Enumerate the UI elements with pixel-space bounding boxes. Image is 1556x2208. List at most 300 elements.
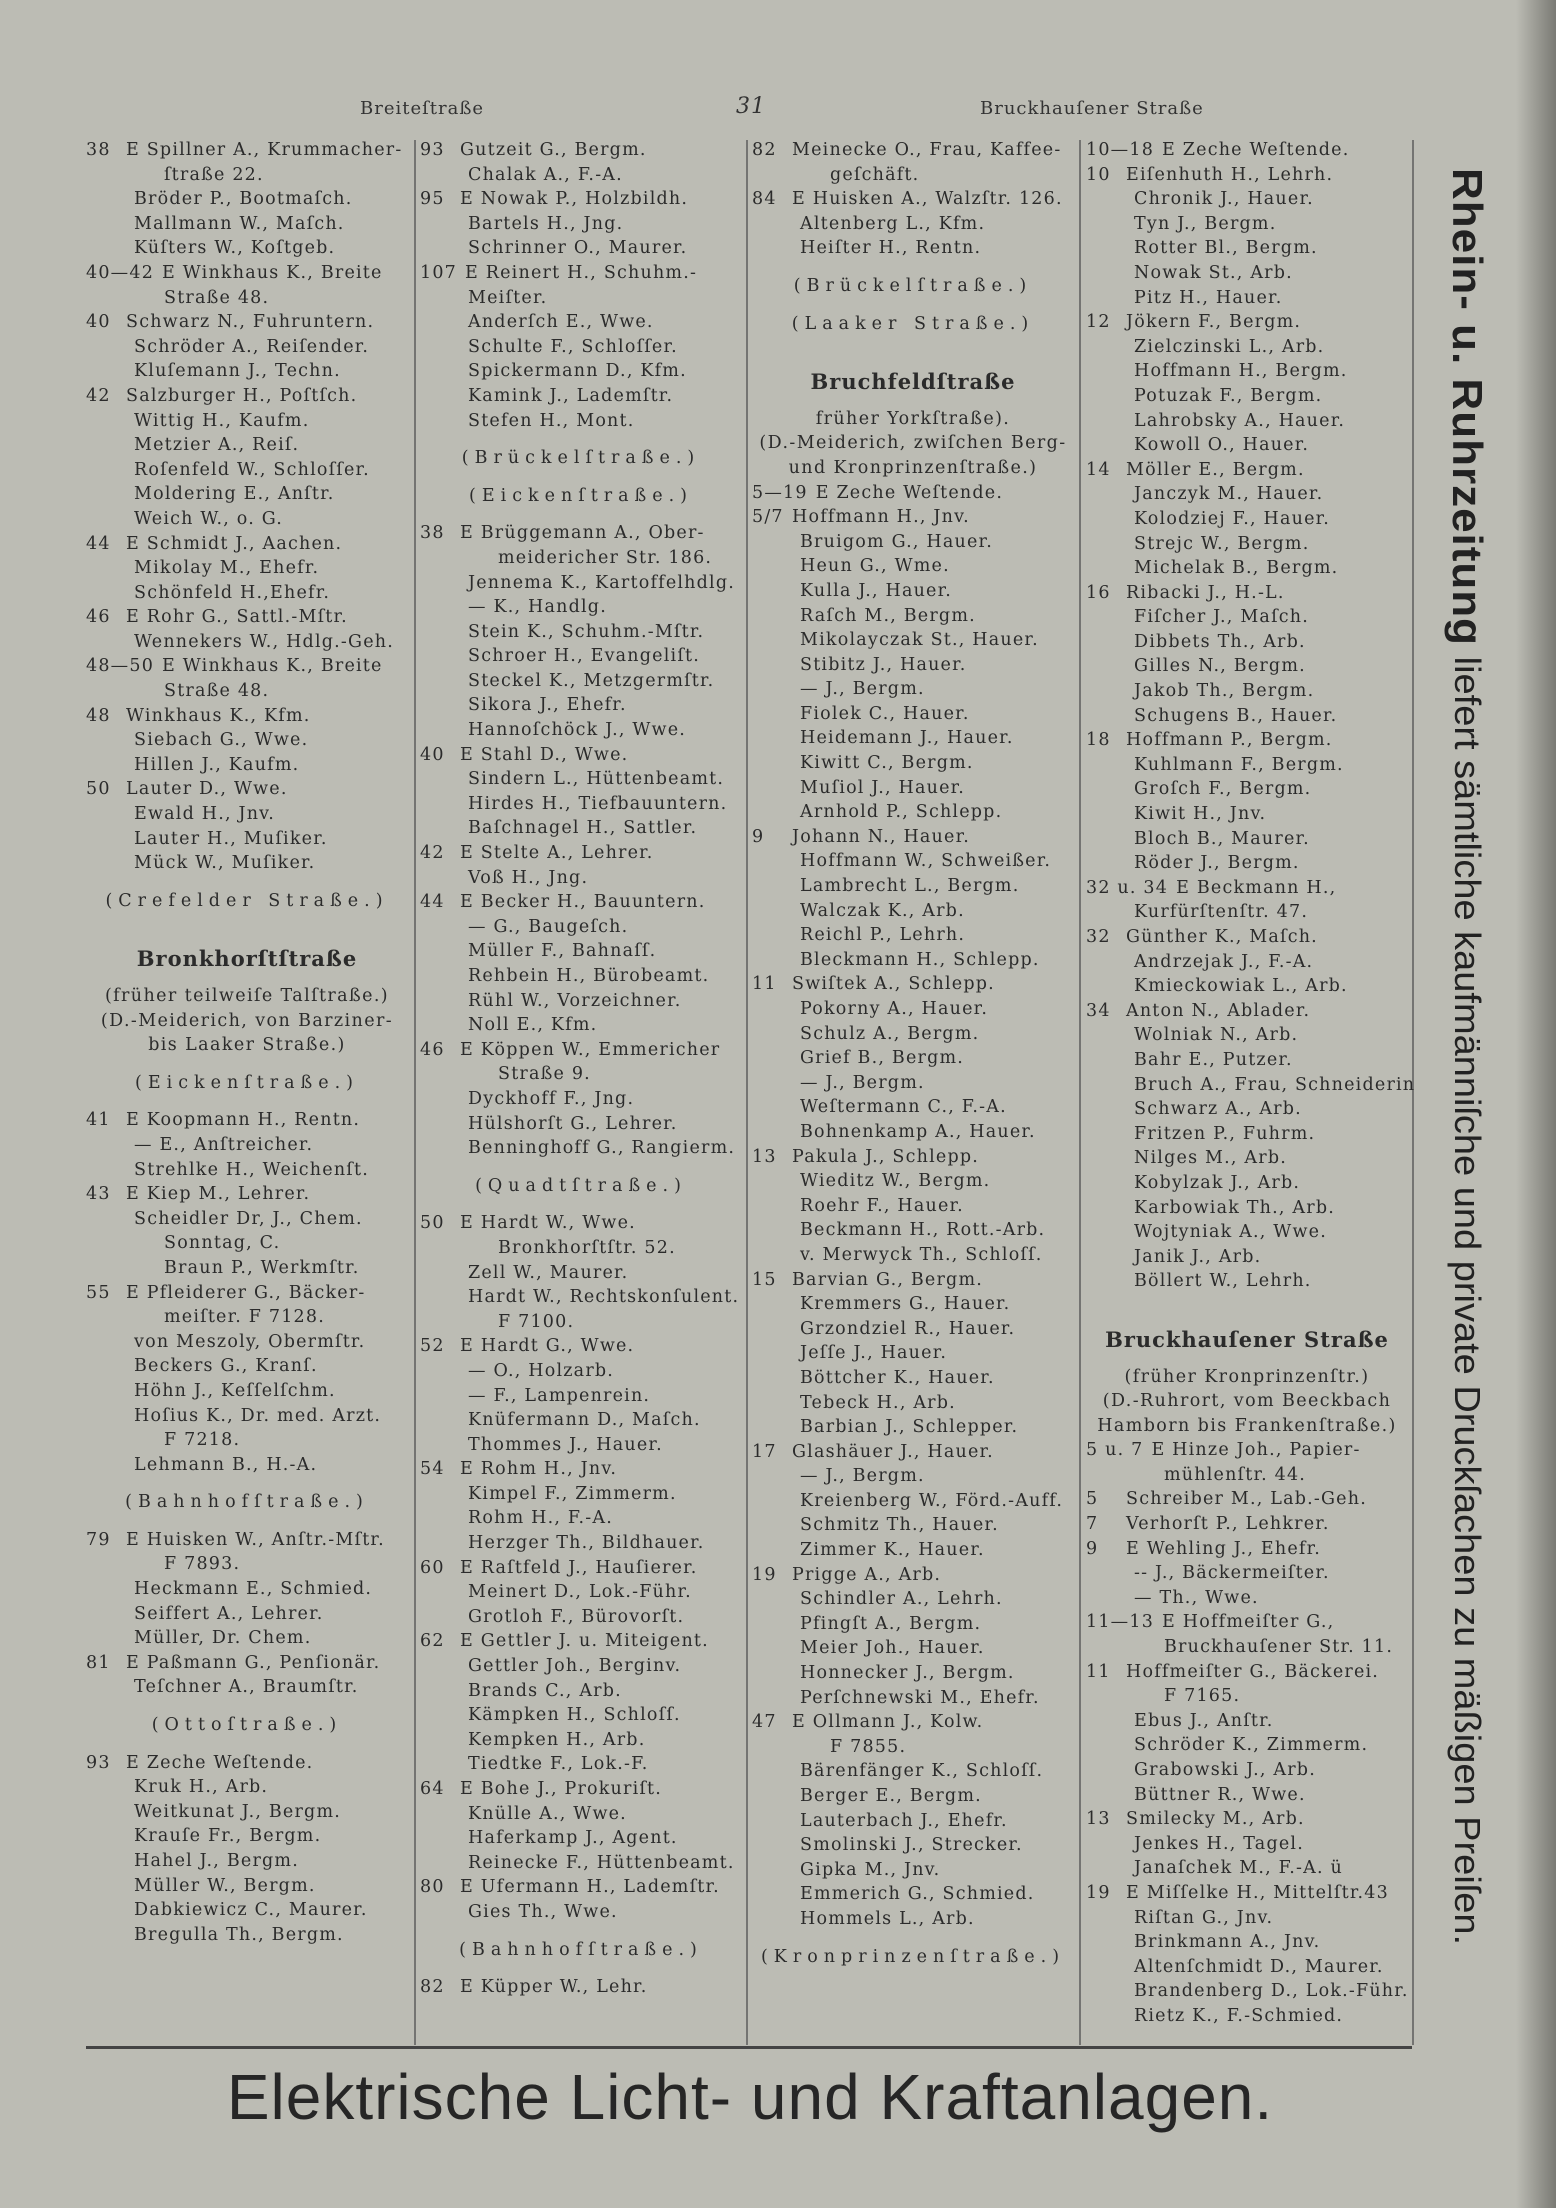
entry-text: (D.-Ruhrort, vom Beeckbach <box>1102 1391 1392 1412</box>
entry-text: E Zeche Weſtende. <box>126 1752 314 1773</box>
resident-entry <box>86 851 408 876</box>
entry-text: meidericher Str. 186. <box>498 547 713 568</box>
entry-text: Rotter Bl., Bergm. <box>1134 238 1318 259</box>
address-entry <box>1086 999 1408 1024</box>
entry-continuation <box>420 1310 742 1335</box>
resident-entry <box>1086 827 1408 852</box>
entry-text: Müller, Dr. Chem. <box>134 1628 312 1649</box>
entry-text: E Paßmann G., Penſionär. <box>126 1652 381 1673</box>
resident-entry <box>752 1809 1074 1834</box>
entry-text: Meinecke O., Frau, Kaffee- <box>792 140 1062 160</box>
resident-entry <box>752 1046 1074 1071</box>
entry-text: Bruchfeldſtraße <box>810 369 1016 395</box>
directory-column-3 <box>752 138 1074 1982</box>
entry-text: Ebus J., Anſtr. <box>1134 1710 1274 1731</box>
resident-entry <box>420 792 742 817</box>
entry-text: Jeſſe J., Hauer. <box>800 1343 948 1364</box>
entry-text: Jökern F., Bergm. <box>1126 312 1302 333</box>
entry-text: Winkhaus K., Kfm. <box>126 705 311 726</box>
resident-entry <box>1086 1269 1408 1294</box>
house-number: 38 <box>86 140 111 160</box>
entry-text: Lambrecht L., Bergm. <box>800 876 1020 897</box>
resident-entry <box>420 1087 742 1112</box>
address-entry <box>86 1108 408 1133</box>
address-entry <box>420 521 742 546</box>
resident-entry <box>752 1415 1074 1440</box>
resident-entry <box>752 677 1074 702</box>
side-ad-title: Rhein- u. Ruhrzeitung <box>1443 168 1491 647</box>
resident-entry <box>1086 261 1408 286</box>
entry-text: Barvian G., Bergm. <box>792 1269 983 1290</box>
entry-text: Walczak K., Arb. <box>800 900 965 921</box>
resident-entry <box>420 409 742 434</box>
entry-text: Meier Joh., Hauer. <box>800 1638 985 1659</box>
entry-text: Schrinner O., Maurer. <box>468 238 688 259</box>
resident-entry <box>420 384 742 409</box>
address-entry <box>1086 1438 1408 1463</box>
resident-entry <box>752 1366 1074 1391</box>
entry-text: Grief B., Bergm. <box>800 1048 965 1069</box>
entry-text: E Brüggemann A., Ober- <box>460 523 705 544</box>
entry-text: Haferkamp J., Agent. <box>468 1828 678 1849</box>
entry-text: v. Merwyck Th., Schloſſ. <box>800 1244 1043 1265</box>
entry-text: meiſter. F 7128. <box>164 1307 325 1328</box>
resident-entry <box>752 1636 1074 1661</box>
resident-entry <box>752 1464 1074 1489</box>
address-entry <box>1086 138 1408 163</box>
resident-entry <box>752 702 1074 727</box>
entry-text: E Küpper W., Lehr. <box>460 1977 648 1998</box>
address-entry <box>420 890 742 915</box>
resident-entry <box>86 1453 408 1478</box>
cross-street-marker <box>752 274 1074 299</box>
resident-entry <box>1086 605 1408 630</box>
resident-entry <box>420 1359 742 1384</box>
entry-text: Straße 48. <box>164 287 270 308</box>
entry-text: Sikora J., Ehefr. <box>468 695 627 716</box>
entry-text: früher Yorkſtraße). <box>815 408 1011 429</box>
entry-text: Spickermann D., Kfm. <box>468 361 687 382</box>
entry-text: Janaſchek M., F.-A. ü <box>1134 1858 1343 1879</box>
entry-text: (früher teilweiſe Talſtraße.) <box>104 986 390 1006</box>
entry-text: Nilges M., Arb. <box>1134 1148 1287 1169</box>
address-entry <box>86 138 408 163</box>
resident-entry <box>752 849 1074 874</box>
entry-text: Schwarz N., Fuhruntern. <box>126 312 375 333</box>
entry-text: Schwarz A., Arb. <box>1134 1099 1302 1120</box>
cross-street-marker <box>86 889 408 914</box>
entry-text: (D.-Meiderich, zwiſchen Berg- <box>759 433 1067 454</box>
resident-entry <box>420 1851 742 1876</box>
entry-continuation <box>752 1735 1074 1760</box>
entry-text: Altenſchmidt D., Maurer. <box>1134 1956 1384 1977</box>
resident-entry <box>752 1243 1074 1268</box>
address-entry <box>420 1629 742 1654</box>
entry-continuation <box>86 1231 408 1256</box>
street-note <box>1086 1389 1408 1414</box>
resident-entry <box>86 1824 408 1849</box>
resident-entry <box>420 669 742 694</box>
address-entry <box>752 1563 1074 1588</box>
entry-text: Johann N., Hauer. <box>792 826 970 847</box>
entry-text: E Hoffmeiſter G., <box>1162 1612 1335 1633</box>
address-entry <box>420 743 742 768</box>
entry-text: Herzger Th., Bildhauer. <box>468 1533 705 1554</box>
bottom-rule <box>86 2046 1412 2049</box>
house-number: 13 <box>752 1146 777 1167</box>
street-heading <box>1086 1328 1408 1353</box>
entry-text: Grabowski J., Arb. <box>1134 1760 1316 1780</box>
entry-text: Riſtan G., Jnv. <box>1134 1907 1274 1928</box>
resident-entry <box>1086 1073 1416 1098</box>
address-entry <box>752 972 1074 997</box>
house-number: 7 <box>1086 1514 1099 1535</box>
house-number: 52 <box>420 1336 445 1357</box>
entry-text: F 7893. <box>164 1554 241 1575</box>
street-note <box>86 1033 408 1058</box>
resident-entry <box>420 1013 742 1038</box>
entry-text: Rehbein H., Bürobeamt. <box>468 966 710 986</box>
house-number: 79 <box>86 1529 111 1550</box>
entry-text: Wieditz W., Bergm. <box>800 1171 991 1192</box>
entry-text: Büttner R., Wwe. <box>1134 1784 1306 1805</box>
resident-entry <box>420 816 742 841</box>
entry-text: Heiſter H., Rentn. <box>800 238 982 259</box>
entry-text: Roſenfeld W., Schloſſer. <box>134 459 370 480</box>
entry-text: Müller F., Bahnaſſ. <box>468 941 657 962</box>
entry-text: Altenberg L., Kfm. <box>800 213 986 234</box>
entry-text: Janczyk M., Hauer. <box>1134 484 1324 505</box>
resident-entry <box>420 1482 742 1507</box>
resident-entry <box>752 1218 1074 1243</box>
resident-entry <box>1086 1023 1408 1048</box>
entry-text: Grotloh F., Bürovorſt. <box>468 1606 685 1627</box>
resident-entry <box>1086 1856 1408 1881</box>
entry-text: Salzburger H., Poſtſch. <box>126 385 358 406</box>
address-entry <box>86 1281 408 1306</box>
entry-text: — G., Baugeſch. <box>468 916 629 937</box>
entry-text: Kimpel F., Zimmerm. <box>468 1483 677 1504</box>
address-entry <box>1086 163 1408 188</box>
entry-text: Strehlke H., Weichenſt. <box>134 1159 369 1180</box>
entry-text: (Bahnhofſtraße.) <box>459 1939 703 1960</box>
entry-text: E Winkhaus K., Breite <box>162 262 383 283</box>
resident-entry <box>86 335 408 360</box>
resident-entry <box>752 1686 1074 1711</box>
entry-text: Kruk H., Arb. <box>134 1777 269 1798</box>
house-number: 44 <box>86 533 111 554</box>
house-number: 16 <box>1086 582 1111 603</box>
entry-text: Hardt W., Rechtskonſulent. <box>468 1287 740 1308</box>
directory-column-4 <box>1086 138 1416 2029</box>
address-entry <box>420 261 742 286</box>
house-number: 84 <box>752 189 777 210</box>
resident-entry <box>86 802 408 827</box>
resident-entry <box>86 581 408 606</box>
address-entry <box>86 384 408 409</box>
house-number: 48—50 <box>86 656 155 677</box>
street-note <box>86 1009 408 1034</box>
entry-text: Reichl P., Lehrh. <box>800 925 966 946</box>
entry-text: — F., Lampenrein. <box>468 1385 651 1406</box>
house-number: 44 <box>420 892 445 913</box>
resident-entry <box>420 915 742 940</box>
resident-entry <box>420 1433 742 1458</box>
entry-text: Bruch A., Frau, Schneiderin <box>1134 1074 1416 1095</box>
house-number: 10 <box>1086 164 1111 185</box>
entry-text: Andrzejak J., F.-A. <box>1134 951 1314 972</box>
resident-entry <box>420 1580 742 1605</box>
address-entry <box>1086 728 1408 753</box>
address-entry <box>86 777 408 802</box>
entry-text: (Crefelder Straße.) <box>105 890 389 911</box>
entry-text: von Meszoly, Obermſtr. <box>134 1331 366 1352</box>
entry-text: Gettler Joh., Berginv. <box>468 1656 682 1677</box>
resident-entry <box>752 948 1074 973</box>
resident-entry <box>752 997 1074 1022</box>
entry-text: Verhorſt P., Lehkrer. <box>1126 1514 1330 1535</box>
entry-text: E Hinze Joh., Papier- <box>1151 1440 1361 1461</box>
house-number: 40 <box>420 744 445 765</box>
resident-entry <box>86 1404 408 1429</box>
resident-entry <box>86 827 408 852</box>
resident-entry <box>1086 1220 1408 1245</box>
entry-text: Jennema K., Kartoffelhdlg. <box>468 572 736 593</box>
address-entry <box>1086 581 1408 606</box>
entry-text: Rohm H., F.-A. <box>468 1508 613 1529</box>
resident-entry <box>1086 433 1408 458</box>
cross-street-marker <box>420 1938 742 1963</box>
entry-text: E Ufermann H., Lademſtr. <box>460 1877 720 1898</box>
resident-entry <box>752 1759 1074 1784</box>
entry-text: Beckmann H., Rott.-Arb. <box>800 1220 1046 1241</box>
entry-text: Kuhlmann F., Bergm. <box>1134 754 1344 775</box>
resident-entry <box>752 554 1074 579</box>
address-entry <box>1086 1660 1408 1685</box>
entry-text: Gies Th., Wwe. <box>468 1901 618 1922</box>
resident-entry <box>752 1341 1074 1366</box>
entry-text: (Brückelſtraße.) <box>461 448 701 469</box>
resident-entry <box>420 1531 742 1556</box>
entry-text: Weſtermann C., F.-A. <box>800 1097 1007 1118</box>
resident-entry <box>86 1577 408 1602</box>
entry-text: E Huisken W., Anſtr.-Mſtr. <box>126 1529 385 1550</box>
entry-text: Scheidler Dr, J., Chem. <box>134 1208 363 1229</box>
entry-text: Schönfeld H.,Ehefr. <box>134 582 331 603</box>
entry-text: Heidemann J., Hauer. <box>800 728 1014 749</box>
entry-text: Bruckhauſener Straße <box>1105 1326 1389 1352</box>
house-number: 42 <box>420 843 445 864</box>
address-entry <box>86 1528 408 1553</box>
resident-entry <box>1086 384 1408 409</box>
resident-entry <box>420 310 742 335</box>
house-number: 54 <box>420 1459 445 1480</box>
resident-entry <box>420 989 742 1014</box>
entry-text: Tyn J., Bergm. <box>1134 213 1277 234</box>
resident-entry <box>1086 753 1408 778</box>
address-entry <box>420 138 742 163</box>
entry-text: Emmerich G., Schmied. <box>800 1884 1035 1905</box>
resident-entry <box>86 728 408 753</box>
entry-text: E Reinert H., Schuhm.- <box>465 262 698 283</box>
entry-text: Hoffmann W., Schweißer. <box>800 851 1052 872</box>
entry-text: Hoſius K., Dr. med. Arzt. <box>134 1405 382 1426</box>
resident-entry <box>420 1136 742 1161</box>
resident-entry <box>86 1354 408 1379</box>
address-entry <box>86 704 408 729</box>
resident-entry <box>752 236 1074 261</box>
entry-text: Bregulla Th., Bergm. <box>134 1924 344 1945</box>
resident-entry <box>420 1802 742 1827</box>
resident-entry <box>752 874 1074 899</box>
resident-entry <box>752 800 1074 825</box>
resident-entry <box>420 939 742 964</box>
entry-text: E Ollmann J., Kolw. <box>792 1712 984 1733</box>
resident-entry <box>752 1391 1074 1416</box>
entry-text: Rietz K., F.-Schmied. <box>1134 2005 1344 2026</box>
entry-text: Kämpken H., Schloſſ. <box>468 1705 681 1726</box>
resident-entry <box>1086 1586 1408 1611</box>
entry-text: Hoffmann H., Jnv. <box>792 507 970 528</box>
entry-text: Küſters W., Koſtgeb. <box>134 238 336 259</box>
entry-text: Krauſe Fr., Bergm. <box>134 1826 322 1847</box>
entry-text: E Beckmann H., <box>1176 877 1337 898</box>
entry-text: Lahrobsky A., Hauer. <box>1134 410 1346 431</box>
cross-street-marker <box>86 1490 408 1515</box>
resident-entry <box>752 628 1074 653</box>
resident-entry <box>420 767 742 792</box>
entry-text: Stibitz J., Hauer. <box>800 654 967 675</box>
entry-text: E Stahl D., Wwe. <box>460 744 629 765</box>
entry-text: Lauter H., Muſiker. <box>134 828 328 849</box>
entry-text: Bartels H., Jng. <box>468 213 624 234</box>
entry-text: Müller W., Bergm. <box>134 1875 316 1896</box>
resident-entry <box>420 1384 742 1409</box>
house-number: 34 <box>1086 1000 1111 1021</box>
house-number: 13 <box>1086 1809 1111 1830</box>
entry-text: Honnecker J., Bergm. <box>800 1663 1015 1684</box>
entry-continuation <box>86 679 408 704</box>
house-number: 11 <box>1086 1661 1111 1682</box>
resident-entry <box>86 359 408 384</box>
entry-text: Bruckhauſener Str. 11. <box>1164 1637 1394 1658</box>
resident-entry <box>86 630 408 655</box>
resident-entry <box>420 1826 742 1851</box>
entry-text: Weich W., o. G. <box>134 508 284 529</box>
entry-text: E Becker H., Bauuntern. <box>460 892 706 913</box>
entry-text: Hamborn bis Frankenſtraße.) <box>1097 1415 1397 1436</box>
entry-text: Kreienberg W., Förd.-Auff. <box>800 1490 1064 1511</box>
resident-entry <box>86 1800 408 1825</box>
address-entry <box>752 1710 1074 1735</box>
resident-entry <box>86 1675 408 1700</box>
address-entry <box>86 261 408 286</box>
address-entry <box>420 1038 742 1063</box>
resident-entry <box>1086 1146 1408 1171</box>
house-number: 9 <box>1086 1538 1099 1559</box>
resident-entry <box>86 409 408 434</box>
house-number: 43 <box>86 1184 111 1205</box>
resident-entry <box>86 433 408 458</box>
entry-text: Höhn J., Keſſelſchm. <box>134 1380 336 1401</box>
resident-entry <box>752 1513 1074 1538</box>
entry-text: Mikolay M., Ehefr. <box>134 558 320 579</box>
house-number: 46 <box>420 1039 445 1060</box>
entry-text: Seiffert A., Lehrer. <box>134 1603 324 1624</box>
resident-entry <box>86 1775 408 1800</box>
address-entry <box>1086 310 1408 335</box>
resident-entry <box>420 1679 742 1704</box>
entry-text: Thommes J., Hauer. <box>468 1434 663 1455</box>
entry-text: (Eickenſtraße.) <box>135 1072 359 1093</box>
resident-entry <box>86 187 408 212</box>
entry-text: Straße 48. <box>164 681 270 702</box>
address-entry <box>86 654 408 679</box>
entry-text: Fritzen P., Fuhrm. <box>1134 1123 1316 1144</box>
entry-text: Kowoll O., Hauer. <box>1134 435 1310 456</box>
entry-text: — J., Bergm. <box>800 1072 925 1093</box>
entry-text: Arnhold P., Schlepp. <box>800 802 1003 823</box>
entry-text: Janik J., Arb. <box>1134 1246 1262 1267</box>
resident-entry <box>1086 1906 1408 1931</box>
resident-entry <box>1086 1955 1408 1980</box>
entry-text: Hoffmeiſter G., Bäckerei. <box>1126 1661 1380 1682</box>
resident-entry <box>86 458 408 483</box>
resident-entry <box>1086 654 1408 679</box>
entry-text: Gutzeit G., Bergm. <box>460 140 647 160</box>
resident-entry <box>752 1661 1074 1686</box>
address-entry <box>1086 1512 1408 1537</box>
entry-text: Kiwitt C., Bergm. <box>800 753 974 774</box>
entry-text: Bärenfänger K., Schloſſ. <box>800 1761 1044 1782</box>
resident-entry <box>420 212 742 237</box>
resident-entry <box>752 726 1074 751</box>
resident-entry <box>86 556 408 581</box>
street-note <box>752 407 1074 432</box>
resident-entry <box>86 1602 408 1627</box>
house-number: 38 <box>420 523 445 544</box>
entry-text: Baſchnagel H., Sattler. <box>468 818 698 839</box>
address-entry <box>420 1556 742 1581</box>
entry-text: E Köppen W., Emmericher <box>460 1039 721 1060</box>
entry-text: ſtraße 22. <box>164 164 264 185</box>
entry-continuation <box>86 286 408 311</box>
house-number: 18 <box>1086 730 1111 751</box>
entry-text: E Gettler J. u. Miteigent. <box>460 1631 709 1652</box>
resident-entry <box>752 1071 1074 1096</box>
entry-text: Zell W., Maurer. <box>468 1262 629 1283</box>
entry-text: Pokorny A., Hauer. <box>800 999 989 1019</box>
column-divider <box>414 140 416 2045</box>
resident-entry <box>420 163 742 188</box>
entry-text: Kobylzak J., Arb. <box>1134 1172 1301 1193</box>
resident-entry <box>420 1285 742 1310</box>
address-entry <box>420 1334 742 1359</box>
resident-entry <box>752 1833 1074 1858</box>
entry-text: Grzondziel R., Hauer. <box>800 1318 1016 1339</box>
directory-column-1 <box>86 138 408 1947</box>
entry-text: (früher Kronprinzenſtr.) <box>1124 1366 1370 1387</box>
entry-text: Dabkiewicz C., Maurer. <box>134 1900 368 1921</box>
address-entry <box>86 1651 408 1676</box>
street-note <box>1086 1414 1408 1439</box>
entry-text: E Miſſelke H., Mittelſtr.43 <box>1126 1882 1389 1903</box>
entry-text: Noll E., Kfm. <box>468 1015 598 1036</box>
entry-text: Eiſenhuth H., Lehrh. <box>1126 164 1334 185</box>
address-entry <box>86 605 408 630</box>
house-number: 82 <box>752 140 777 160</box>
house-number: 81 <box>86 1652 111 1673</box>
